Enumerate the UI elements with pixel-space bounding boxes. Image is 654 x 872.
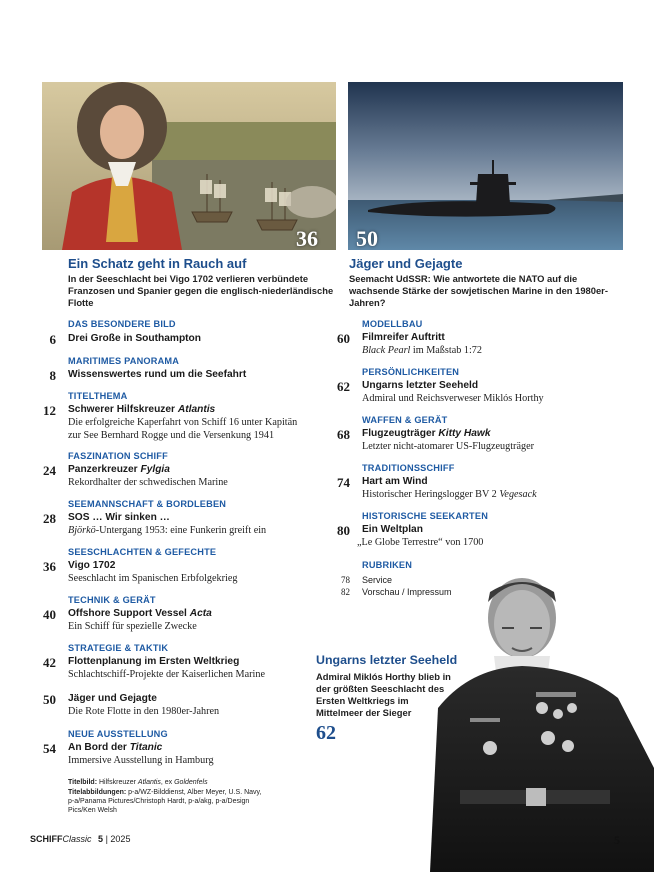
toc-entry-description: Björkö-Untergang 1953: eine Funkerin greift ein <box>68 525 267 536</box>
toc-entry-description: Rekordhalter der schwedischen Marine <box>68 477 228 488</box>
page-number: 82 <box>341 587 350 597</box>
issue-year: 2025 <box>110 834 131 844</box>
vigo-painting <box>42 82 336 250</box>
rubrik-title[interactable]: Vorschau / Impressum <box>362 587 452 597</box>
page-number: 68 <box>337 427 350 442</box>
category-label: WAFFEN & GERÄT <box>362 415 448 425</box>
issue-number: 5 <box>98 834 104 844</box>
category-label: SEEMANNSCHAFT & BORDLEBEN <box>68 499 227 509</box>
page-number: 74 <box>337 475 350 490</box>
feature-right-page: 50 <box>356 226 378 251</box>
category-label: MARITIMES PANORAMA <box>68 356 180 366</box>
feature-image-vigo[interactable] <box>42 82 336 250</box>
teaser-title[interactable]: Ungarns letzter Seeheld <box>316 653 458 667</box>
toc-entry-description: Die Rote Flotte in den 1980er-Jahren <box>68 706 220 717</box>
category-label: HISTORISCHE SEEKARTEN <box>362 511 489 521</box>
category-label: SEESCHLACHTEN & GEFECHTE <box>68 547 217 557</box>
category-label: FASZINATION SCHIFF <box>68 451 168 461</box>
toc-entry-title[interactable]: Offshore Support Vessel Acta <box>68 608 212 619</box>
page-number: 24 <box>43 463 56 478</box>
page-number: 8 <box>49 368 56 383</box>
toc-entry-description: Die erfolgreiche Kaperfahrt von Schiff 16 unter Kapitän zur See Bernhard Rogge und die Versenkung 1941 <box>68 417 298 441</box>
feature-right-subtitle: Seemacht UdSSR: Wie antwortete die NATO auf die wachsende Stärke der sowjetischen Marine in den 1980er-Jahren? <box>349 273 608 308</box>
magazine-name-bold: SCHIFF <box>30 834 63 844</box>
toc-entry-title[interactable]: Flugzeugträger Kitty Hawk <box>362 428 491 439</box>
toc-entry-title[interactable]: SOS … Wir sinken … <box>68 512 170 523</box>
toc-entry-title[interactable]: Schwerer Hilfskreuzer Atlantis <box>68 404 216 415</box>
toc-entry-title[interactable]: Flottenplanung im Ersten Weltkrieg <box>68 656 240 667</box>
page-number: 60 <box>337 331 350 346</box>
page-number: 6 <box>49 332 56 347</box>
teaser-text: Admiral Miklós Horthy blieb in der größten Seeschlacht des Ersten Weltkriegs im Mittelmeer der Sieger <box>316 671 451 718</box>
toc-entry-title[interactable]: Jäger und Gejagte <box>68 693 157 704</box>
toc-entry-title[interactable]: An Bord der Titanic <box>68 742 163 753</box>
image-credits: Titelabbildungen: p-a/WZ-Bilddienst, Alber Meyer, U.S. Navy, p-a/Panama Pictures/Christoph Hardt, p-a/akg, p-a/Design Pics/Ken Welsh <box>68 789 262 814</box>
footer-magazine <box>30 834 130 844</box>
rubrik-title[interactable]: Service <box>362 575 393 585</box>
feature-left-title[interactable]: Ein Schatz geht in Rauch auf <box>68 256 247 271</box>
toc-entry-description: Ein Schiff für spezielle Zwecke <box>68 621 197 632</box>
category-label: TITELTHEMA <box>68 391 128 401</box>
category-label: TRADITIONSSCHIFF <box>362 463 455 473</box>
toc-entry-description: Admiral und Reichsverweser Miklós Horthy <box>362 393 544 404</box>
page-number: 42 <box>43 655 56 670</box>
feature-image-submarine[interactable] <box>348 82 623 250</box>
page-number: 12 <box>43 403 56 418</box>
toc-entry-description: Seeschlacht im Spanischen Erbfolgekrieg <box>68 573 238 584</box>
footer-page-number: 5 <box>614 833 620 847</box>
page-number: 50 <box>43 692 56 707</box>
toc-entry-description: Immersive Ausstellung in Hamburg <box>68 755 214 766</box>
toc-entry-description: Letzter nicht-atomarer US-Flugzeugträger <box>362 441 534 452</box>
category-label: TECHNIK & GERÄT <box>68 595 156 605</box>
category-label: RUBRIKEN <box>362 560 413 570</box>
category-label: PERSÖNLICHKEITEN <box>362 367 460 377</box>
page-number: 36 <box>43 559 56 574</box>
toc-entry-title[interactable]: Ein Weltplan <box>362 524 423 535</box>
category-label: MODELLBAU <box>362 319 423 329</box>
feature-left-subtitle: In der Seeschlacht bei Vigo 1702 verlieren verbündete Franzosen und Spanier gegen die englisch-niederländische Flotte <box>68 273 334 308</box>
footer-separator: | <box>105 834 108 844</box>
toc-entry-description: Historischer Heringslogger BV 2 Vegesack <box>362 489 537 500</box>
toc-entry-title[interactable]: Wissenswertes rund um die Seefahrt <box>68 369 247 380</box>
teaser-page: 62 <box>316 722 336 744</box>
page-number: 40 <box>43 607 56 622</box>
horthy-portrait[interactable] <box>430 568 654 872</box>
toc-entry-title[interactable]: Hart am Wind <box>362 476 428 487</box>
category-label: DAS BESONDERE BILD <box>68 319 176 329</box>
page-number: 78 <box>341 575 350 585</box>
cover-credit: Titelbild: Hilfskreuzer Atlantis, ex Goldenfels <box>68 779 208 786</box>
toc-entry-title[interactable]: Vigo 1702 <box>68 560 116 571</box>
toc-entry-title[interactable]: Filmreifer Auftritt <box>362 332 445 343</box>
page-number: 54 <box>43 741 56 756</box>
toc-entry-description: „Le Globe Terrestre“ von 1700 <box>357 537 484 548</box>
category-label: NEUE AUSSTELLUNG <box>68 729 168 739</box>
magazine-name-italic: Classic <box>62 834 92 844</box>
toc-entry-description: Black Pearl im Maßstab 1:72 <box>362 345 482 356</box>
page-number: 28 <box>43 511 56 526</box>
toc-entry-title[interactable]: Drei Große in Southampton <box>68 333 202 344</box>
submarine-photo <box>348 82 623 250</box>
horthy-photo <box>430 568 654 872</box>
cover-credit-text: Hilfskreuzer Atlantis, ex Goldenfels <box>99 779 208 786</box>
toc-entry-description: Schlachtschiff-Projekte der Kaiserlichen Marine <box>68 669 265 680</box>
page-number: 62 <box>337 379 350 394</box>
feature-left-page: 36 <box>296 226 318 251</box>
feature-right-title[interactable]: Jäger und Gejagte <box>349 256 463 271</box>
category-label: STRATEGIE & TAKTIK <box>68 643 169 653</box>
toc-entry-title[interactable]: Panzerkreuzer Fylgia <box>68 464 170 475</box>
page-number: 80 <box>337 523 350 538</box>
toc-entry-title[interactable]: Ungarns letzter Seeheld <box>362 380 479 391</box>
